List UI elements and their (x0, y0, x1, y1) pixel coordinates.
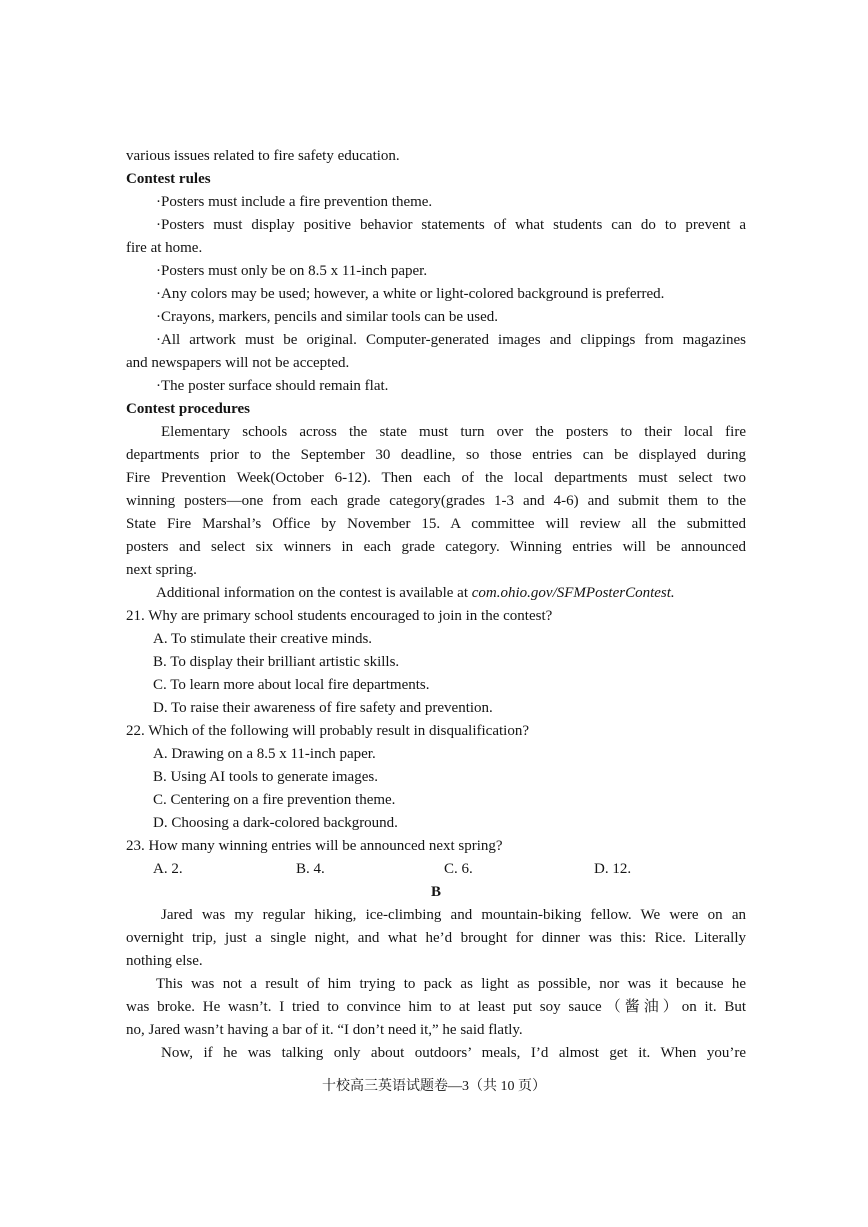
section-b-label: B (430, 884, 441, 900)
passage-b-line: nothing else. (126, 953, 203, 969)
question-22-option-d: D. Choosing a dark-colored background. (153, 815, 398, 831)
rule-item: ·Crayons, markers, pencils and similar tools can be used. (156, 309, 498, 325)
passage-b-line: Jared was my regular hiking, ice-climbing and mountain-biking fellow. We were on an (161, 907, 746, 923)
intro-tail: various issues related to fire safety education. (126, 148, 400, 164)
procedures-info (126, 582, 746, 605)
question-21-option-d: D. To raise their awareness of fire safety and prevention. (153, 700, 493, 716)
rule-item: ·Posters must only be on 8.5 x 11-inch paper. (156, 263, 428, 279)
page-content (126, 145, 746, 1065)
passage-b-line: was broke. He wasn’t. I tried to convince him to at least put soy sauce（酱油）on it. But (126, 999, 746, 1015)
question-22-stem: 22. Which of the following will probably result in disqualification? (126, 723, 529, 739)
procedures-line: departments prior to the September 30 deadline, so those entries can be displayed during (126, 447, 746, 463)
procedures-line: winning posters—one from each grade category(grades 1-3 and 4-6) and submit them to the (126, 493, 746, 509)
info-text: Additional information on the contest is available at (156, 585, 469, 601)
rule-item-continuation: and newspapers will not be accepted. (126, 355, 350, 371)
rule-item: ·The poster surface should remain flat. (156, 378, 389, 394)
procedures-heading: Contest procedures (126, 401, 251, 417)
question-23-option-a: A. 2. (153, 861, 183, 877)
rule-item: ·All artwork must be original. Computer-generated images and clippings from magazines (156, 332, 746, 348)
rule-item: ·Posters must include a fire prevention theme. (156, 194, 433, 210)
question-21-option-b: B. To display their brilliant artistic skills. (153, 654, 400, 670)
procedures-line: Elementary schools across the state must turn over the posters to their local fire (161, 424, 746, 440)
rule-item: ·Any colors may be used; however, a white or light-colored background is preferred. (156, 286, 665, 302)
question-23-options (126, 858, 746, 881)
question-23-option-b: B. 4. (296, 861, 325, 877)
passage-b-line: no, Jared wasn’t having a bar of it. “I don’t need it,” he said flatly. (126, 1022, 523, 1038)
question-22-option-b: B. Using AI tools to generate images. (153, 769, 378, 785)
procedures-line: next spring. (126, 562, 197, 578)
question-23-option-c: C. 6. (444, 861, 473, 877)
rule-item: ·Posters must display positive behavior statements of what students can do to prevent a (156, 217, 746, 233)
question-23-option-d: D. 12. (594, 861, 632, 877)
passage-b-line: This was not a result of him trying to pack as light as possible, nor was it because he (156, 976, 746, 992)
passage-b-line: Now, if he was talking only about outdoors’ meals, I’d almost get it. When you’re (161, 1045, 746, 1061)
passage-b-line: overnight trip, just a single night, and what he’d brought for dinner was this: Rice. Literally (126, 930, 746, 946)
question-22-option-c: C. Centering on a fire prevention theme. (153, 792, 396, 808)
rules-heading: Contest rules (126, 171, 211, 187)
question-21-option-a: A. To stimulate their creative minds. (153, 631, 373, 647)
question-23-stem: 23. How many winning entries will be announced next spring? (126, 838, 503, 854)
procedures-line: State Fire Marshal’s Office by November 15. A committee will review all the submitted (126, 516, 746, 532)
question-21-stem: 21. Why are primary school students encouraged to join in the contest? (126, 608, 553, 624)
page-footer: 十校高三英语试题卷—3（共 10 页） (322, 1079, 546, 1094)
question-22-option-a: A. Drawing on a 8.5 x 11-inch paper. (153, 746, 376, 762)
question-21-option-c: C. To learn more about local fire departments. (153, 677, 430, 693)
rule-item-continuation: fire at home. (126, 240, 203, 256)
contest-url: com.ohio.gov/SFMPosterContest. (471, 585, 675, 601)
procedures-line: Fire Prevention Week(October 6-12). Then each of the local departments must select two (126, 470, 746, 486)
procedures-line: posters and select six winners in each grade category. Winning entries will be announced (126, 539, 746, 555)
